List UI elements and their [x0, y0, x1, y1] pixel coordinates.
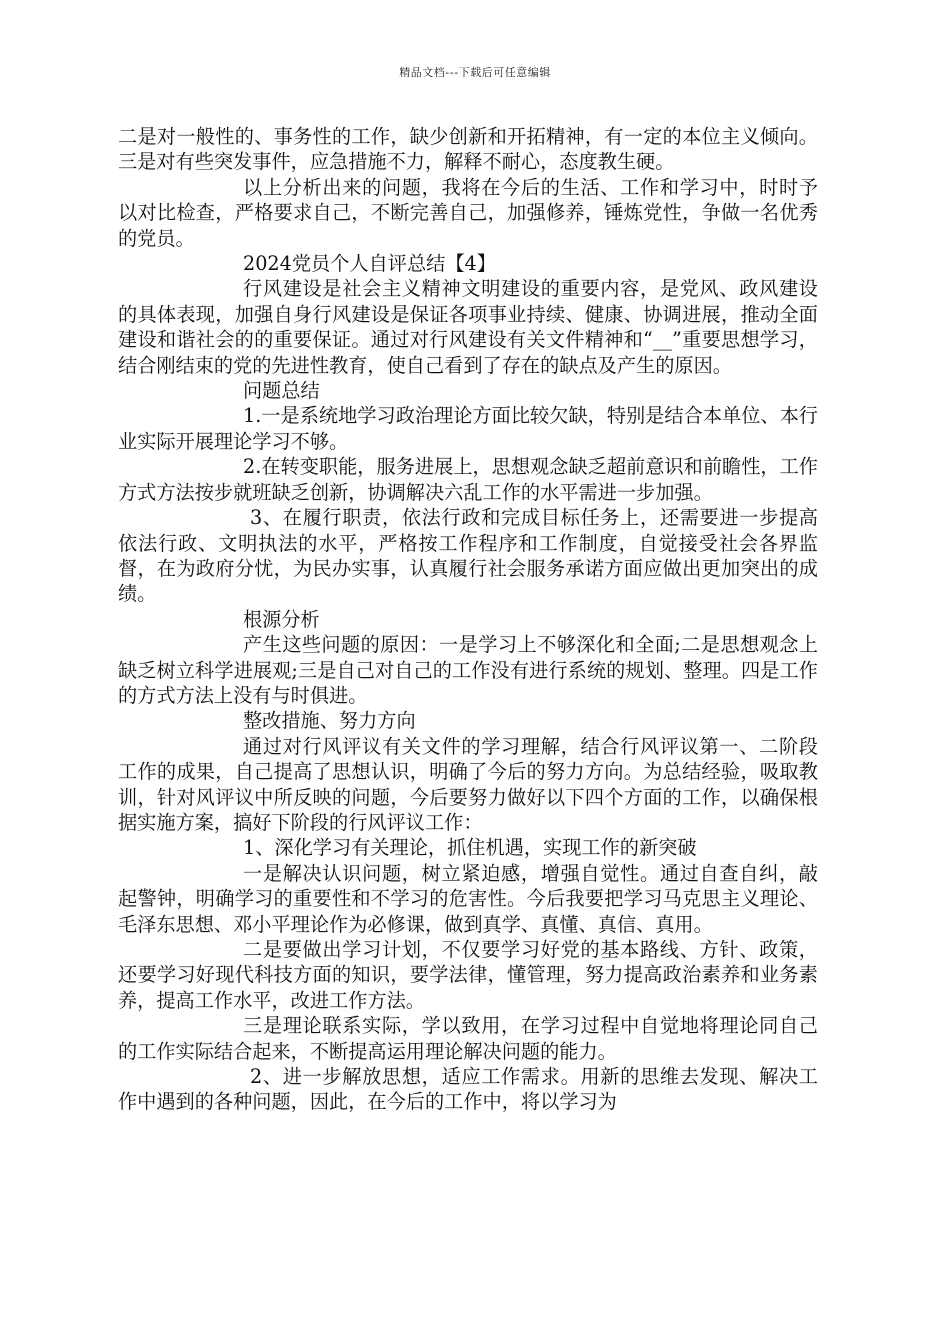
- section-title: 2024党员个人自评总结【4】: [243, 252, 496, 276]
- list-item: 3、在履行职责，依法行政和完成目标任务上，还需要进一步提高依法行政、文明执法的水平，严格按工作程序和工作制度，自觉接受社会各界监督，在为政府分忧，为民办实事，认真履行社会服务承诺方面应做出更加突出的成绩。: [118, 506, 818, 606]
- list-item: 2.在转变职能，服务进展上，思想观念缺乏超前意识和前瞻性，工作方式方法按步就班缺乏创新，协调解决六乱工作的水平需进一步加强。: [118, 455, 818, 504]
- section-heading: 根源分析: [243, 607, 320, 631]
- section-heading: 问题总结: [243, 379, 320, 403]
- paragraph: 二是对一般性的、事务性的工作，缺少创新和开拓精神，有一定的本位主义倾向。三是对有些突发事件，应急措施不力，解释不耐心，态度教生硬。: [118, 125, 818, 174]
- section-heading: 整改措施、努力方向: [243, 709, 416, 733]
- paragraph: 产生这些问题的原因：一是学习上不够深化和全面;二是思想观念上缺乏树立科学进展观;三是自己对自己的工作没有进行系统的规划、整理。四是工作的方式方法上没有与时俱进。: [118, 633, 818, 707]
- subsection-heading: 1、深化学习有关理论，抓住机遇，实现工作的新突破: [243, 836, 697, 860]
- paragraph: 二是要做出学习计划，不仅要学习好党的基本路线、方针、政策，还要学习好现代科技方面的知识，要学法律，懂管理，努力提高政治素养和业务素养，提高工作水平，改进工作方法。: [118, 938, 818, 1012]
- document-body: [118, 124, 818, 1115]
- subsection-heading: 2、进一步解放思想，适应工作需求。用新的思维去发现、解决工作中遇到的各种问题，因此，在今后的工作中，将以学习为: [118, 1065, 818, 1114]
- list-item: 1.一是系统地学习政治理论方面比较欠缺，特别是结合本单位、本行业实际开展理论学习不够。: [118, 404, 818, 453]
- paragraph: 通过对行风评议有关文件的学习理解，结合行风评议第一、二阶段工作的成果，自己提高了思想认识，明确了今后的努力方向。为总结经验，吸取教训，针对风评议中所反映的问题，今后要努力做好以下四个方面的工作，以确保根据实施方案，搞好下阶段的行风评议工作：: [118, 734, 818, 834]
- page-header: 精品文档---下载后可任意编辑: [399, 66, 551, 79]
- paragraph: 一是解决认识问题，树立紧迫感，增强自觉性。通过自查自纠，敲起警钟，明确学习的重要性和不学习的危害性。今后我要把学习马克思主义理论、毛泽东思想、邓小平理论作为必修课，做到真学、真懂、真信、真用。: [118, 861, 818, 936]
- paragraph: 以上分析出来的问题，我将在今后的生活、工作和学习中，时时予以对比检查，严格要求自己，不断完善自己，加强修养，锤炼党性，争做一名优秀的党员。: [118, 175, 818, 250]
- paragraph: 三是理论联系实际，学以致用，在学习过程中自觉地将理论同自己的工作实际结合起来，不断提高运用理论解决问题的能力。: [118, 1014, 818, 1063]
- paragraph: 行风建设是社会主义精神文明建设的重要内容，是党风、政风建设的具体表现，加强自身行风建设是保证各项事业持续、健康、协调进展，推动全面建设和谐社会的的重要保证。通过对行风建设有关文件精神和“__”重要思想学习，结合刚结束的党的先进性教育，使自己看到了存在的缺点及产生的原因。: [118, 277, 818, 377]
